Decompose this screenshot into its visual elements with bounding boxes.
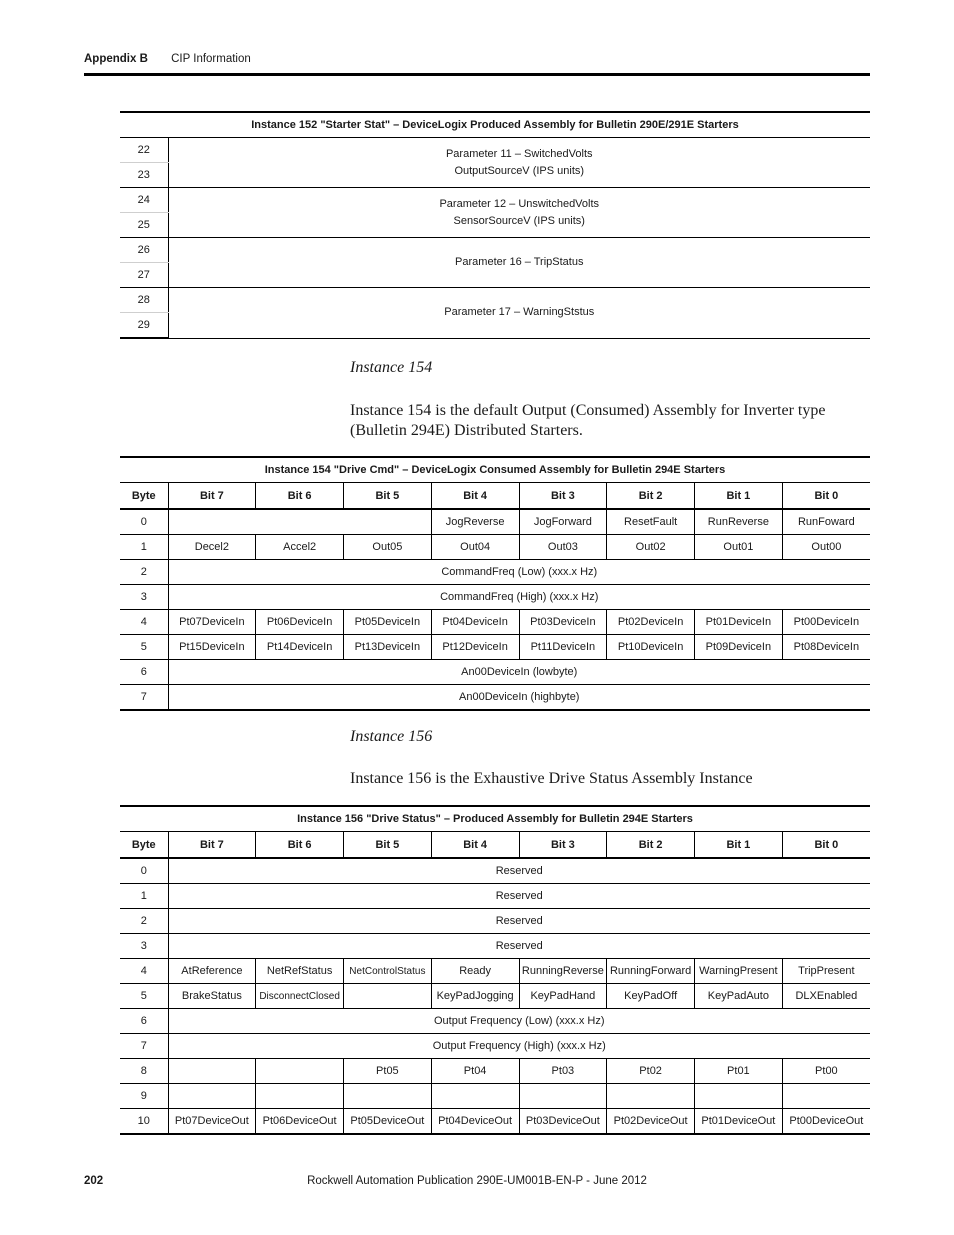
bit-cell: [607, 1084, 695, 1109]
table-title: Instance 154 "Drive Cmd" – DeviceLogix Consumed Assembly for Bulletin 294E Starters: [120, 457, 870, 483]
instance-156-paragraph: Instance 156 is the Exhaustive Drive Status Assembly Instance: [350, 770, 753, 787]
bit-cell: Pt04DeviceOut: [431, 1109, 519, 1135]
byte-cell: 25: [120, 213, 168, 238]
bit-cell: Pt01DeviceIn: [695, 610, 783, 635]
bit-cell: Ready: [431, 959, 519, 984]
bit-cell: [695, 1084, 783, 1109]
byte-cell: 3: [120, 585, 168, 610]
byte-cell: 0: [120, 509, 168, 535]
table-row: [120, 909, 870, 934]
value-cell: Parameter 17 – WarningStstus: [168, 288, 870, 339]
column-header: Bit 2: [607, 832, 695, 859]
bit-cell: Out04: [431, 535, 519, 560]
bit-cell: Pt00: [782, 1059, 870, 1084]
bit-cell: Out05: [344, 535, 432, 560]
table-row: [120, 560, 870, 585]
bit-cell: Output Frequency (High) (xxx.x Hz): [168, 1034, 870, 1059]
table-row: [120, 984, 870, 1009]
instance-156-heading: Instance 156: [350, 728, 433, 745]
bit-cell: Pt01DeviceOut: [695, 1109, 783, 1135]
bit-cell: Pt05DeviceIn: [344, 610, 432, 635]
table-title: Instance 156 "Drive Status" – Produced Assembly for Bulletin 294E Starters: [120, 806, 870, 832]
table-row: [120, 238, 870, 263]
column-header: Bit 6: [256, 832, 344, 859]
bit-cell: Accel2: [256, 535, 344, 560]
bit-cell: Pt13DeviceIn: [344, 635, 432, 660]
bit-cell: WarningPresent: [695, 959, 783, 984]
table-row: [120, 635, 870, 660]
bit-cell: Pt09DeviceIn: [695, 635, 783, 660]
bit-cell: [256, 1059, 344, 1084]
column-header: Bit 7: [168, 483, 256, 510]
bit-cell: Pt06DeviceIn: [256, 610, 344, 635]
instance-156-table: [120, 805, 870, 1135]
byte-cell: 8: [120, 1059, 168, 1084]
table-row: [120, 509, 870, 535]
bit-cell: TripPresent: [782, 959, 870, 984]
byte-cell: 22: [120, 138, 168, 163]
bit-cell: Pt08DeviceIn: [782, 635, 870, 660]
table-title-row: [120, 806, 870, 832]
bit-cell: KeyPadOff: [607, 984, 695, 1009]
bit-cell: Pt10DeviceIn: [607, 635, 695, 660]
table-row: [120, 288, 870, 313]
bit-cell: Pt03DeviceIn: [519, 610, 607, 635]
column-header: Bit 6: [256, 483, 344, 510]
bit-cell: [431, 1084, 519, 1109]
bit-cell: [519, 1084, 607, 1109]
bit-cell: JogReverse: [431, 509, 519, 535]
bit-cell: Reserved: [168, 909, 870, 934]
bit-cell: RunFoward: [782, 509, 870, 535]
table-row: [120, 1109, 870, 1135]
bit-cell: Output Frequency (Low) (xxx.x Hz): [168, 1009, 870, 1034]
bit-cell: Reserved: [168, 884, 870, 909]
bit-cell: Pt15DeviceIn: [168, 635, 256, 660]
table-row: [120, 1059, 870, 1084]
bit-cell: Out03: [519, 535, 607, 560]
column-header: Bit 0: [782, 483, 870, 510]
bit-cell: Pt00DeviceOut: [782, 1109, 870, 1135]
bit-cell: BrakeStatus: [168, 984, 256, 1009]
bit-cell: DisconnectClosed: [256, 984, 344, 1009]
bit-cell: Reserved: [168, 934, 870, 959]
table-row: [120, 1034, 870, 1059]
table-header-row: [120, 832, 870, 859]
table-row: [120, 610, 870, 635]
bit-cell: Pt02DeviceOut: [607, 1109, 695, 1135]
page-number: 202: [84, 1175, 104, 1187]
column-header: Bit 7: [168, 832, 256, 859]
table-row: [120, 1084, 870, 1109]
byte-cell: 29: [120, 313, 168, 339]
instance-154-table: [120, 456, 870, 711]
bit-cell: An00DeviceIn (lowbyte): [168, 660, 870, 685]
bit-cell: RunningReverse: [519, 959, 607, 984]
bit-cell: [168, 1084, 256, 1109]
byte-cell: 2: [120, 560, 168, 585]
column-header: Bit 3: [519, 483, 607, 510]
byte-cell: 1: [120, 535, 168, 560]
byte-cell: 23: [120, 163, 168, 188]
byte-cell: 24: [120, 188, 168, 213]
bit-cell: Pt04DeviceIn: [431, 610, 519, 635]
bit-cell: [344, 984, 432, 1009]
section-label: CIP Information: [171, 53, 251, 65]
column-header: Bit 1: [695, 832, 783, 859]
bit-cell: NetControlStatus: [344, 959, 432, 984]
bit-cell: [256, 1084, 344, 1109]
bit-cell: AtReference: [168, 959, 256, 984]
bit-cell: Pt03DeviceOut: [519, 1109, 607, 1135]
bit-cell: Pt12DeviceIn: [431, 635, 519, 660]
column-header: Bit 4: [431, 483, 519, 510]
column-header: Byte: [120, 483, 168, 510]
bit-cell: RunningForward: [607, 959, 695, 984]
byte-cell: 9: [120, 1084, 168, 1109]
byte-cell: 28: [120, 288, 168, 313]
table-row: [120, 959, 870, 984]
table-row: [120, 1009, 870, 1034]
table-row: [120, 585, 870, 610]
bit-cell: Out02: [607, 535, 695, 560]
column-header: Bit 1: [695, 483, 783, 510]
publication-info: Rockwell Automation Publication 290E-UM001B-EN-P - June 2012: [307, 1175, 647, 1187]
byte-cell: 4: [120, 959, 168, 984]
byte-cell: 2: [120, 909, 168, 934]
bit-cell: [344, 1084, 432, 1109]
bit-cell: Reserved: [168, 858, 870, 884]
bit-cell: [168, 509, 431, 535]
column-header: Bit 2: [607, 483, 695, 510]
bit-cell: Pt05: [344, 1059, 432, 1084]
table-title: Instance 152 "Starter Stat" – DeviceLogix Produced Assembly for Bulletin 290E/291E Starters: [120, 112, 870, 138]
instance-154-paragraph: Instance 154 is the default Output (Consumed) Assembly for Inverter type (Bulletin 294E) Distributed Starters.: [350, 402, 826, 439]
table-row: [120, 138, 870, 163]
bit-cell: Out00: [782, 535, 870, 560]
bit-cell: Pt03: [519, 1059, 607, 1084]
instance-154-heading: Instance 154: [350, 359, 433, 376]
bit-cell: KeyPadHand: [519, 984, 607, 1009]
column-header: Bit 0: [782, 832, 870, 859]
column-header: Bit 5: [344, 483, 432, 510]
appendix-label: Appendix B: [84, 53, 148, 65]
value-cell: Parameter 11 – SwitchedVolts OutputSourceV (IPS units): [168, 138, 870, 188]
table-row: [120, 858, 870, 884]
bit-cell: Pt04: [431, 1059, 519, 1084]
table-row: [120, 535, 870, 560]
byte-cell: 4: [120, 610, 168, 635]
bit-cell: CommandFreq (High) (xxx.x Hz): [168, 585, 870, 610]
bit-cell: Pt02DeviceIn: [607, 610, 695, 635]
byte-cell: 5: [120, 984, 168, 1009]
bit-cell: ResetFault: [607, 509, 695, 535]
byte-cell: 6: [120, 660, 168, 685]
table-row: [120, 884, 870, 909]
byte-cell: 6: [120, 1009, 168, 1034]
byte-cell: 5: [120, 635, 168, 660]
table-row: [120, 188, 870, 213]
column-header: Bit 4: [431, 832, 519, 859]
bit-cell: Pt11DeviceIn: [519, 635, 607, 660]
byte-cell: 10: [120, 1109, 168, 1135]
column-header: Bit 3: [519, 832, 607, 859]
byte-cell: 1: [120, 884, 168, 909]
bit-cell: Out01: [695, 535, 783, 560]
bit-cell: DLXEnabled: [782, 984, 870, 1009]
table-row: [120, 660, 870, 685]
value-cell: Parameter 12 – UnswitchedVolts SensorSourceV (IPS units): [168, 188, 870, 238]
bit-cell: Pt06DeviceOut: [256, 1109, 344, 1135]
bit-cell: Pt07DeviceOut: [168, 1109, 256, 1135]
byte-cell: 3: [120, 934, 168, 959]
value-cell: Parameter 16 – TripStatus: [168, 238, 870, 288]
table-row: [120, 685, 870, 711]
byte-cell: 26: [120, 238, 168, 263]
bit-cell: Pt02: [607, 1059, 695, 1084]
bit-cell: Pt07DeviceIn: [168, 610, 256, 635]
bit-cell: Decel2: [168, 535, 256, 560]
table-header-row: [120, 483, 870, 510]
column-header: Byte: [120, 832, 168, 859]
bit-cell: NetRefStatus: [256, 959, 344, 984]
bit-cell: JogForward: [519, 509, 607, 535]
byte-cell: 27: [120, 263, 168, 288]
bit-cell: KeyPadAuto: [695, 984, 783, 1009]
header-rule: [84, 73, 870, 76]
byte-cell: 7: [120, 1034, 168, 1059]
bit-cell: Pt14DeviceIn: [256, 635, 344, 660]
byte-cell: 0: [120, 858, 168, 884]
bit-cell: An00DeviceIn (highbyte): [168, 685, 870, 711]
running-header: [84, 53, 251, 65]
bit-cell: RunReverse: [695, 509, 783, 535]
instance-152-table: [120, 111, 870, 339]
table-row: [120, 934, 870, 959]
table-title-row: [120, 457, 870, 483]
column-header: Bit 5: [344, 832, 432, 859]
bit-cell: Pt00DeviceIn: [782, 610, 870, 635]
bit-cell: CommandFreq (Low) (xxx.x Hz): [168, 560, 870, 585]
bit-cell: Pt01: [695, 1059, 783, 1084]
bit-cell: KeyPadJogging: [431, 984, 519, 1009]
bit-cell: [782, 1084, 870, 1109]
bit-cell: [168, 1059, 256, 1084]
byte-cell: 7: [120, 685, 168, 711]
bit-cell: Pt05DeviceOut: [344, 1109, 432, 1135]
